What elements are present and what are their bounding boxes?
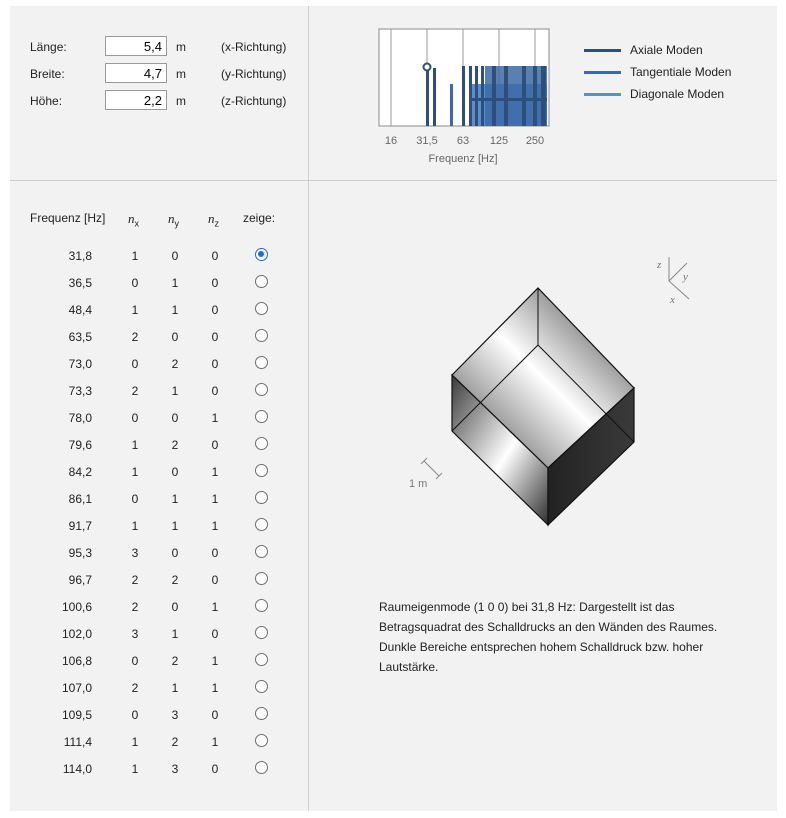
mode-bar [492,66,496,126]
legend-axial [584,43,774,59]
row-ny: 1 [171,303,179,317]
col-header-nx: $n_x$ [128,211,139,229]
row-nx: 3 [131,627,139,641]
row-ny: 0 [171,600,179,614]
table-row[interactable] [10,708,308,735]
row-nz: 0 [211,276,219,290]
row-nz: 0 [211,573,219,587]
show-mode-radio[interactable] [255,572,268,585]
col-header-ny: $n_y$ [168,211,179,229]
show-mode-radio[interactable] [255,464,268,477]
tick-label: 125 [489,135,509,147]
show-mode-radio[interactable] [255,302,268,315]
show-mode-radio[interactable] [255,680,268,693]
height-input[interactable] [105,90,167,110]
table-row[interactable] [10,573,308,600]
length-direction: (x-Richtung) [221,40,287,54]
row-nx: 2 [131,573,139,587]
row-frequency: 100,6 [61,600,92,614]
row-nz: 1 [211,654,219,668]
legend-tangential [584,65,774,81]
row-nz: 0 [211,762,219,776]
table-row[interactable] [10,762,308,789]
row-nz: 1 [211,519,219,533]
mode-bar [462,66,465,126]
row-ny: 1 [171,519,179,533]
row-frequency: 86,1 [68,492,92,506]
row-ny: 3 [171,708,179,722]
show-mode-radio[interactable] [255,653,268,666]
row-ny: 2 [171,735,179,749]
legend-swatch-axial [584,49,621,52]
selected-mode-marker[interactable] [424,64,431,71]
param-row-width [10,63,308,85]
row-nz: 0 [211,330,219,344]
table-row[interactable] [10,627,308,654]
row-nz: 0 [211,357,219,371]
show-mode-radio[interactable] [255,734,268,747]
mode-table-panel [10,181,308,811]
row-frequency: 84,2 [68,465,92,479]
row-nx: 0 [131,276,139,290]
width-input[interactable] [105,63,167,83]
show-mode-radio[interactable] [255,599,268,612]
table-row[interactable] [10,384,308,411]
panel-divider-horizontal [10,180,777,181]
row-nx: 0 [131,708,139,722]
row-ny: 2 [171,357,179,371]
param-row-height [10,90,308,112]
row-frequency: 48,4 [68,303,92,317]
row-nz: 0 [211,627,219,641]
row-frequency: 95,3 [68,546,92,560]
row-nx: 1 [131,438,139,452]
row-nz: 1 [211,600,219,614]
table-row[interactable] [10,681,308,708]
row-nx: 0 [131,411,139,425]
table-row[interactable] [10,357,308,384]
show-mode-radio[interactable] [255,626,268,639]
mode-bar [522,66,526,126]
table-row[interactable] [10,303,308,330]
table-row[interactable] [10,519,308,546]
row-frequency: 106,8 [61,654,92,668]
row-nx: 2 [131,681,139,695]
table-row[interactable] [10,492,308,519]
panel-divider-vertical [308,6,309,811]
row-frequency: 102,0 [61,627,92,641]
col-header-frequency: Frequenz [Hz] [30,211,106,225]
table-row[interactable] [10,330,308,357]
height-direction: (z-Richtung) [221,94,287,108]
legend-label-tangential: Tangentiale Moden [630,65,732,79]
row-nx: 0 [131,654,139,668]
table-row[interactable] [10,654,308,681]
row-nz: 0 [211,708,219,722]
row-nx: 0 [131,492,139,506]
row-ny: 2 [171,654,179,668]
row-frequency: 111,4 [63,735,92,749]
row-frequency: 96,7 [68,573,92,587]
width-direction: (y-Richtung) [221,67,287,81]
show-mode-radio[interactable] [255,761,268,774]
row-nz: 0 [211,546,219,560]
mode-band [471,98,547,101]
row-nz: 0 [211,384,219,398]
legend-label-diagonal: Diagonale Moden [630,87,725,101]
row-frequency: 109,5 [61,708,92,722]
row-ny: 0 [171,249,179,263]
axis-x-label: x [670,294,675,306]
legend-swatch-tangential [584,71,621,74]
row-ny: 1 [171,384,179,398]
legend-diagonal [584,87,774,103]
table-row[interactable] [10,249,308,276]
table-row[interactable] [10,438,308,465]
row-nz: 1 [211,492,219,506]
row-nz: 1 [211,411,219,425]
show-mode-radio[interactable] [255,545,268,558]
row-nx: 2 [131,384,139,398]
row-nz: 1 [211,465,219,479]
row-nx: 3 [131,546,139,560]
legend-swatch-diagonal [584,93,621,96]
row-frequency: 79,6 [68,438,92,452]
row-ny: 2 [171,438,179,452]
mode-bar [469,66,472,126]
col-header-show: zeige: [243,211,276,225]
height-unit: m [176,94,186,108]
spectrum-axis-label: Frequenz [Hz] [428,153,498,165]
show-mode-radio[interactable] [255,437,268,450]
row-ny: 1 [171,492,179,506]
width-label: Breite: [30,67,65,81]
legend-label-axial: Axiale Moden [630,43,703,57]
room-3d-view [309,181,777,581]
scale-bar-line [424,461,439,476]
row-ny: 0 [171,465,179,479]
row-ny: 0 [171,330,179,344]
mode-spectrum-panel [309,6,777,180]
table-row[interactable] [10,546,308,573]
mode-bar [533,66,537,126]
row-nz: 0 [211,303,219,317]
row-nx: 2 [131,600,139,614]
row-nx: 1 [131,465,139,479]
row-ny: 1 [171,276,179,290]
mode-bar [541,66,546,126]
mode-bar [450,84,453,126]
spectrum-tick-labels [385,135,544,165]
row-frequency: 107,0 [61,681,92,695]
room-3d-view-panel [309,181,777,811]
row-frequency: 73,3 [68,384,92,398]
length-unit: m [176,40,186,54]
row-ny: 0 [171,546,179,560]
length-label: Länge: [30,40,67,54]
room-parameters-panel [10,6,308,180]
show-mode-radio[interactable] [255,707,268,720]
axis-labels [656,259,688,306]
row-ny: 3 [171,762,179,776]
row-frequency: 78,0 [68,411,92,425]
show-mode-radio[interactable] [255,329,268,342]
row-ny: 2 [171,573,179,587]
scale-bar-label: 1 m [409,478,428,490]
row-ny: 0 [171,411,179,425]
row-nz: 0 [211,438,219,452]
show-mode-radio[interactable] [255,410,268,423]
scale-bar [421,458,442,479]
show-mode-radio[interactable] [255,518,268,531]
show-mode-radio[interactable] [255,491,268,504]
width-unit: m [176,67,186,81]
tick-label: 31,5 [416,135,438,147]
row-nx: 1 [131,519,139,533]
mode-bar [433,68,436,126]
mode-bar [475,66,478,126]
show-mode-radio[interactable] [255,356,268,369]
table-row[interactable] [10,411,308,438]
tick-label: 250 [525,135,545,147]
row-ny: 1 [171,681,179,695]
tick-label: 16 [384,135,398,147]
row-frequency: 73,0 [68,357,92,371]
length-input[interactable] [105,36,167,56]
mode-bar [504,66,508,126]
show-mode-radio[interactable] [255,275,268,288]
show-mode-radio[interactable] [255,248,268,261]
mode-description: Raumeigenmode (1 0 0) bei 31,8 Hz: Dargestellt ist das Betragsquadrat des Schalldrucks an den Wänden des Raumes. Dunkle Bereiche entsprechen hohem Schalldruck bzw. hoher Lautstärke. [379,600,718,674]
row-nx: 1 [131,735,139,749]
mode-bar [481,66,484,126]
table-row[interactable] [10,465,308,492]
row-nz: 1 [211,681,219,695]
row-ny: 1 [171,627,179,641]
row-frequency: 63,5 [68,330,92,344]
row-nx: 1 [131,249,139,263]
table-row[interactable] [10,276,308,303]
row-frequency: 114,0 [62,762,92,776]
show-mode-radio[interactable] [255,383,268,396]
table-row[interactable] [10,735,308,762]
axis-z-label: z [657,259,662,271]
tick-label: 63 [456,135,470,147]
row-nx: 2 [131,330,139,344]
axis-y-label: y [683,271,688,283]
col-header-nz: $n_z$ [208,211,219,229]
param-row-length [10,36,308,58]
row-frequency: 36,5 [68,276,92,290]
row-nx: 1 [131,762,139,776]
height-label: Höhe: [30,94,63,108]
table-row[interactable] [10,600,308,627]
row-nz: 0 [211,249,219,263]
row-nz: 1 [211,735,219,749]
row-frequency: 31,8 [68,249,92,263]
row-frequency: 91,7 [68,519,92,533]
row-nx: 1 [131,303,139,317]
row-nx: 0 [131,357,139,371]
